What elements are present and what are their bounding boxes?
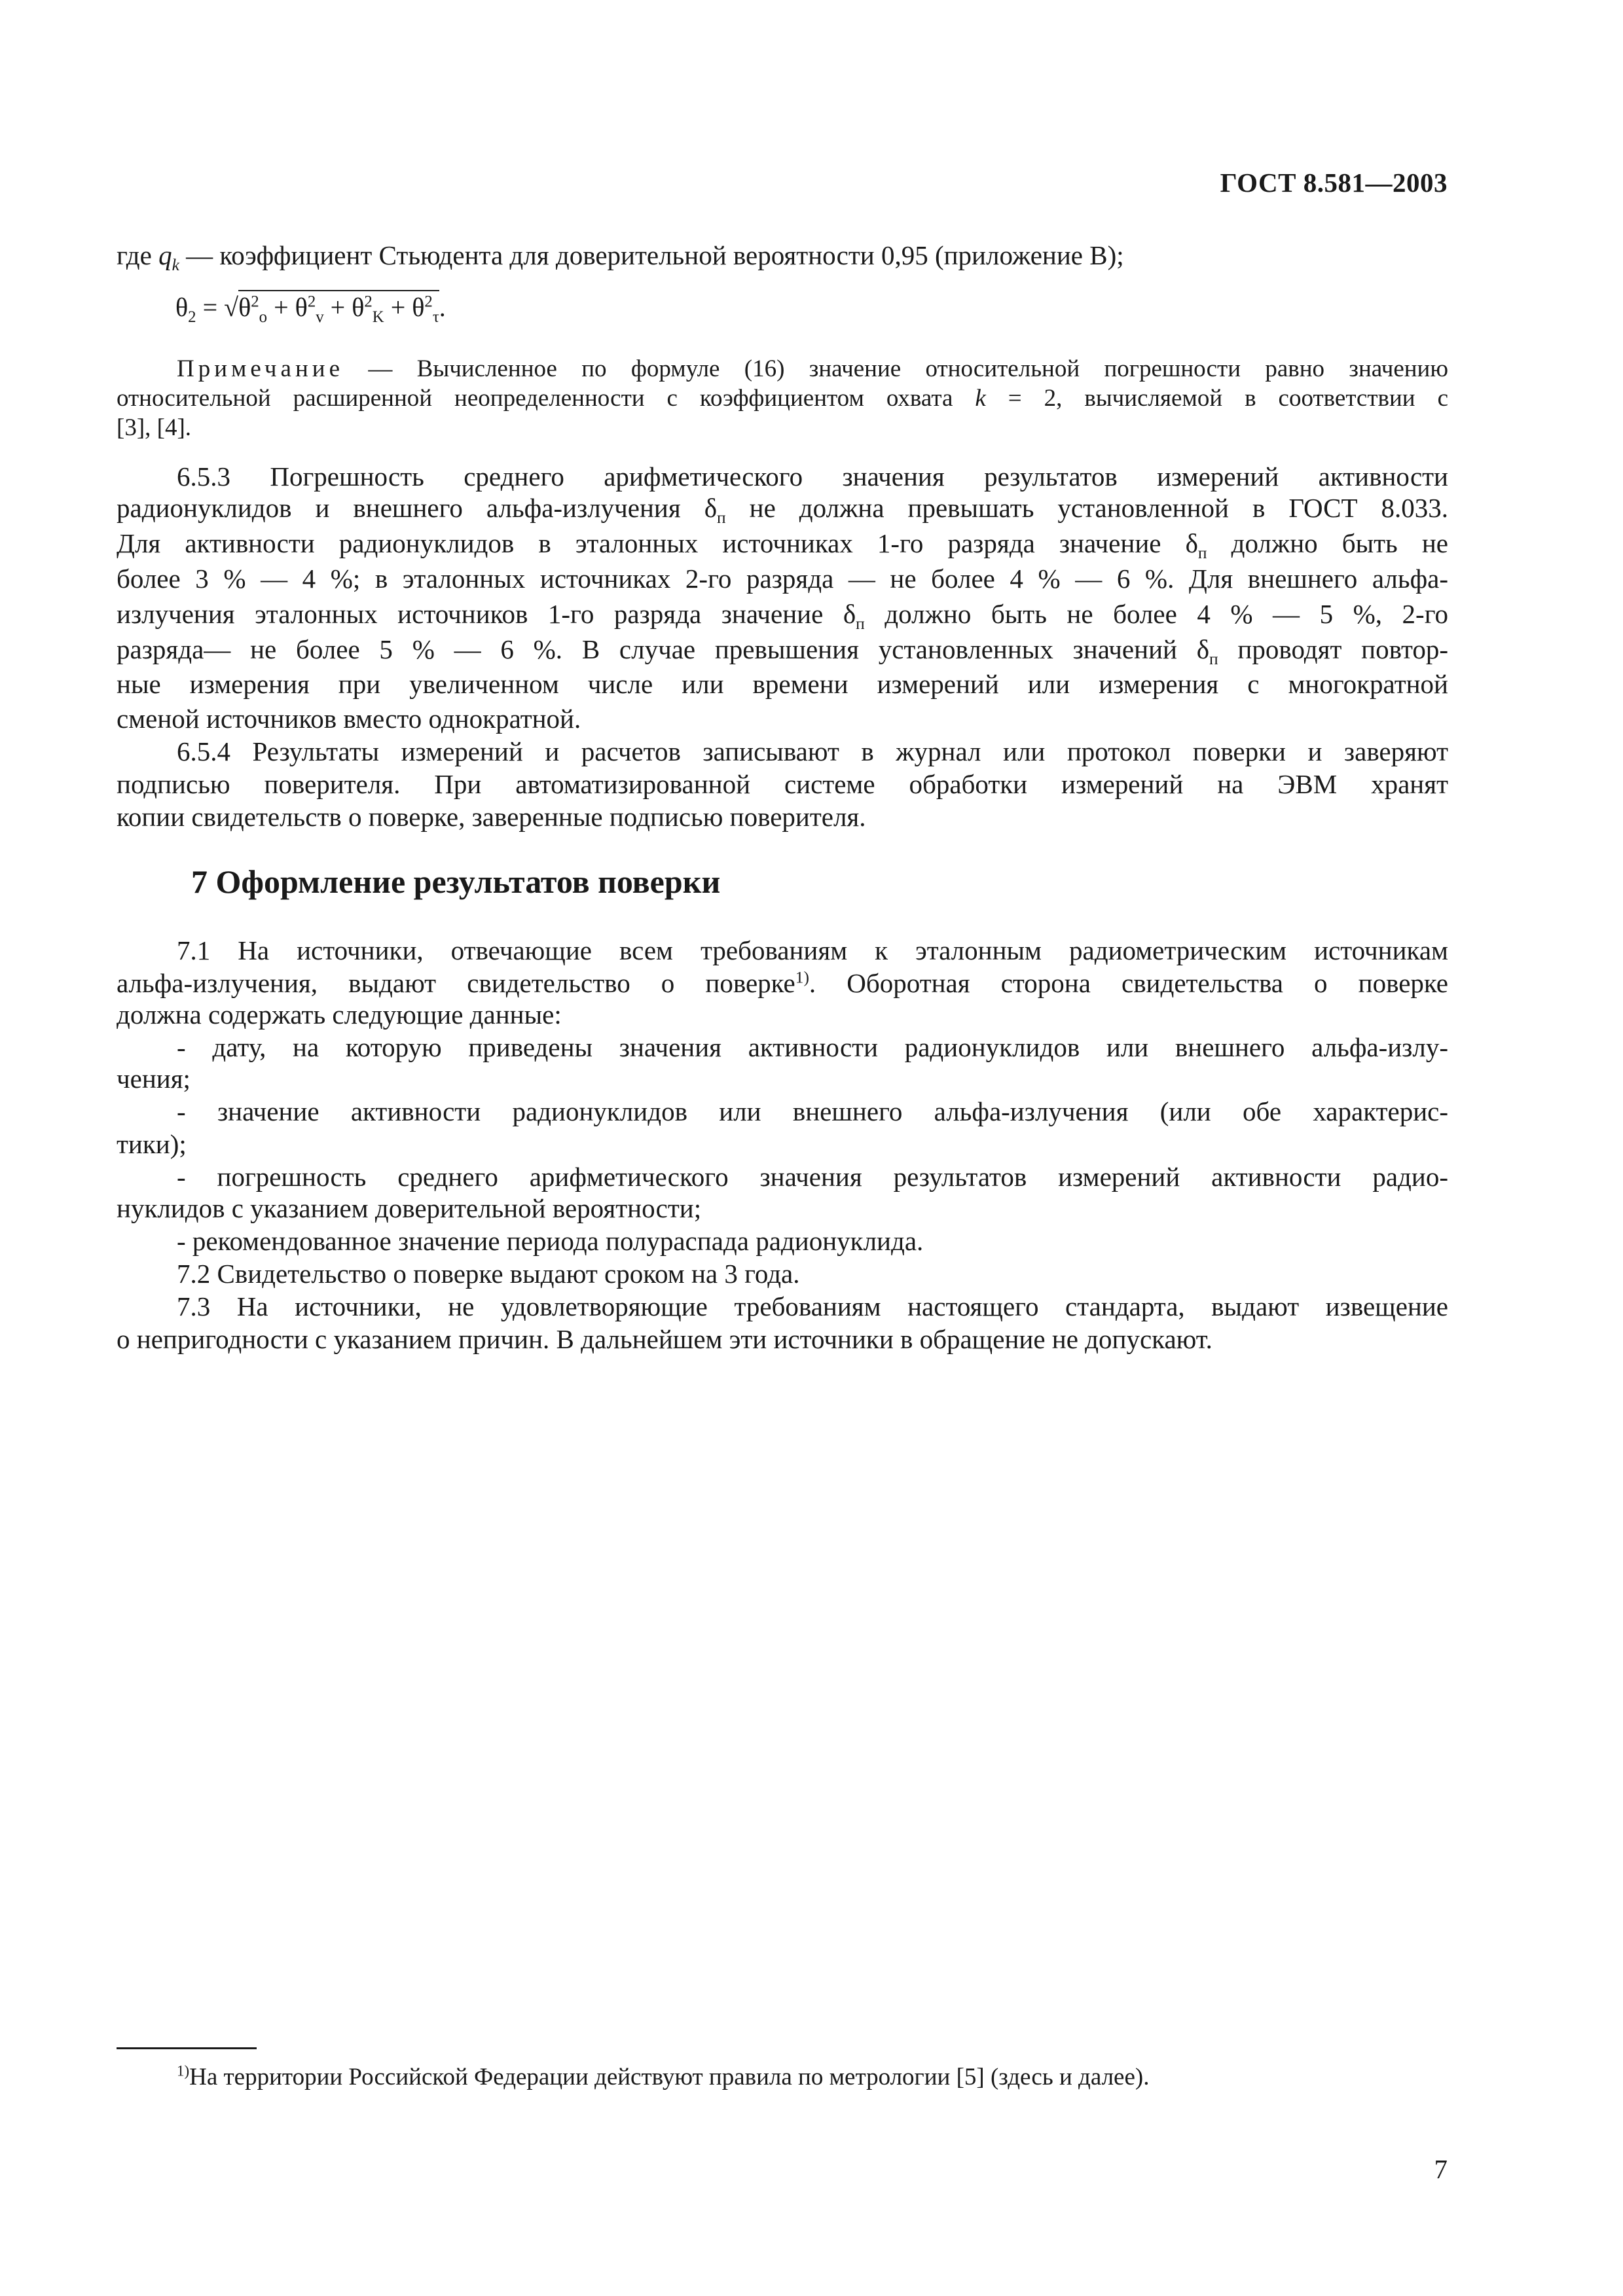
p73-line-2: о непригодности с указанием причин. В дальнейшем эти источники в обращение не допускают. [117, 1324, 1213, 1354]
bullet-4: - рекомендованное значение периода полураспада радионуклида. [177, 1226, 924, 1256]
section-7-heading: 7 Оформление результатов поверки [191, 863, 721, 900]
p654-line-1: 6.5.4 Результаты измерений и расчетов записывают в журнал или протокол поверки и заверяют [177, 736, 1448, 766]
p71-line-3: должна содержать следующие данные: [117, 999, 562, 1030]
bullet-3-line-2: нуклидов с указанием доверительной вероятности; [117, 1193, 702, 1223]
p653-line-3: Для активности радионуклидов в эталонных источниках 1-го разряда значение $\delta_п$ должно быть не [117, 528, 1448, 563]
note-line-3: [3], [4]. [117, 414, 192, 441]
p653-line-2: радионуклидов и внешнего альфа-излучения $\delta_п$ не должна превышать установленной в ГОСТ 8.033. [117, 493, 1448, 528]
bullet-2-line-1: - значение активности радионуклидов или внешнего альфа-излучения (или обе характерис- [177, 1096, 1448, 1126]
p72: 7.2 Свидетельство о поверке выдают сроком на 3 года. [177, 1259, 800, 1289]
bullet-2-line-2: тики); [117, 1129, 187, 1159]
p653-line-5: излучения эталонных источников 1-го разряда значение $\delta_п$ должно быть не более 4 % — 5 %, 2-го [117, 599, 1448, 634]
page-number: 7 [1434, 2154, 1448, 2184]
note-label: Примечание [177, 355, 344, 382]
sqrt-radicand: $\theta^2_o + \theta^2_v + \theta^2_K + \theta^2_\tau$ [238, 290, 439, 322]
p653-line-1: 6.5.3 Погрешность среднего арифметического значения результатов измерений активности [177, 461, 1448, 492]
p71-line-1: 7.1 На источники, отвечающие всем требованиям к эталонным радиометрическим источникам [177, 935, 1448, 965]
footnote: $^{1)}$На территории Российской Федерации действуют правила по метрологии [5] (здесь и далее). [177, 2062, 1150, 2090]
p73-line-1: 7.3 На источники, не удовлетворяющие требованиям настоящего стандарта, выдают извещение [177, 1291, 1448, 1321]
bullet-3-line-1: - погрешность среднего арифметического значения результатов измерений активности радио- [177, 1162, 1448, 1192]
p653-line-7: ные измерения при увеличенном числе или времени измерений или измерения с многократной [117, 669, 1448, 699]
document-header: ГОСТ 8.581—2003 [1220, 168, 1448, 198]
bullet-1-line-1: - дату, на которую приведены значения активности радионуклидов или внешнего альфа-излу- [177, 1032, 1448, 1062]
p653-line-4: более 3 % — 4 %; в эталонных источниках 2-го разряда — не более 4 % — 6 %. Для внешнего альфа- [117, 564, 1448, 594]
where-clause: где $q_k$ — коэффициент Стьюдента для доверительной вероятности 0,95 (приложение В); [117, 240, 1124, 275]
footnote-rule [117, 2047, 257, 2049]
p71-line-2: альфа-излучения, выдают свидетельство о поверке$^{1)}$. Оборотная сторона свидетельства о поверке [117, 968, 1448, 998]
theta-formula: $\theta_2 = √\theta^2_o + \theta^2_v + \theta^2_K + \theta^2_\tau$. [175, 295, 446, 321]
p654-line-2: подписью поверителя. При автоматизированной системе обработки измерений на ЭВМ хранят [117, 769, 1448, 799]
note-line-2: относительной расширенной неопределенности с коэффициентом охвата k = 2, вычисляемой в соответствии с [117, 385, 1448, 412]
note-line-1: Примечание — Вычисленное по формуле (16) значение относительной погрешности равно значению [177, 355, 1448, 382]
footnote-ref: 1) [795, 968, 809, 987]
p654-line-3: копии свидетельств о поверке, заверенные подписью поверителя. [117, 802, 866, 832]
p653-line-6: разряда— не более 5 % — 6 %. В случае превышения установленных значений $\delta_п$ проводят повтор- [117, 634, 1448, 669]
bullet-1-line-2: чения; [117, 1064, 191, 1094]
p653-line-8: сменой источников вместо однократной. [117, 704, 581, 734]
